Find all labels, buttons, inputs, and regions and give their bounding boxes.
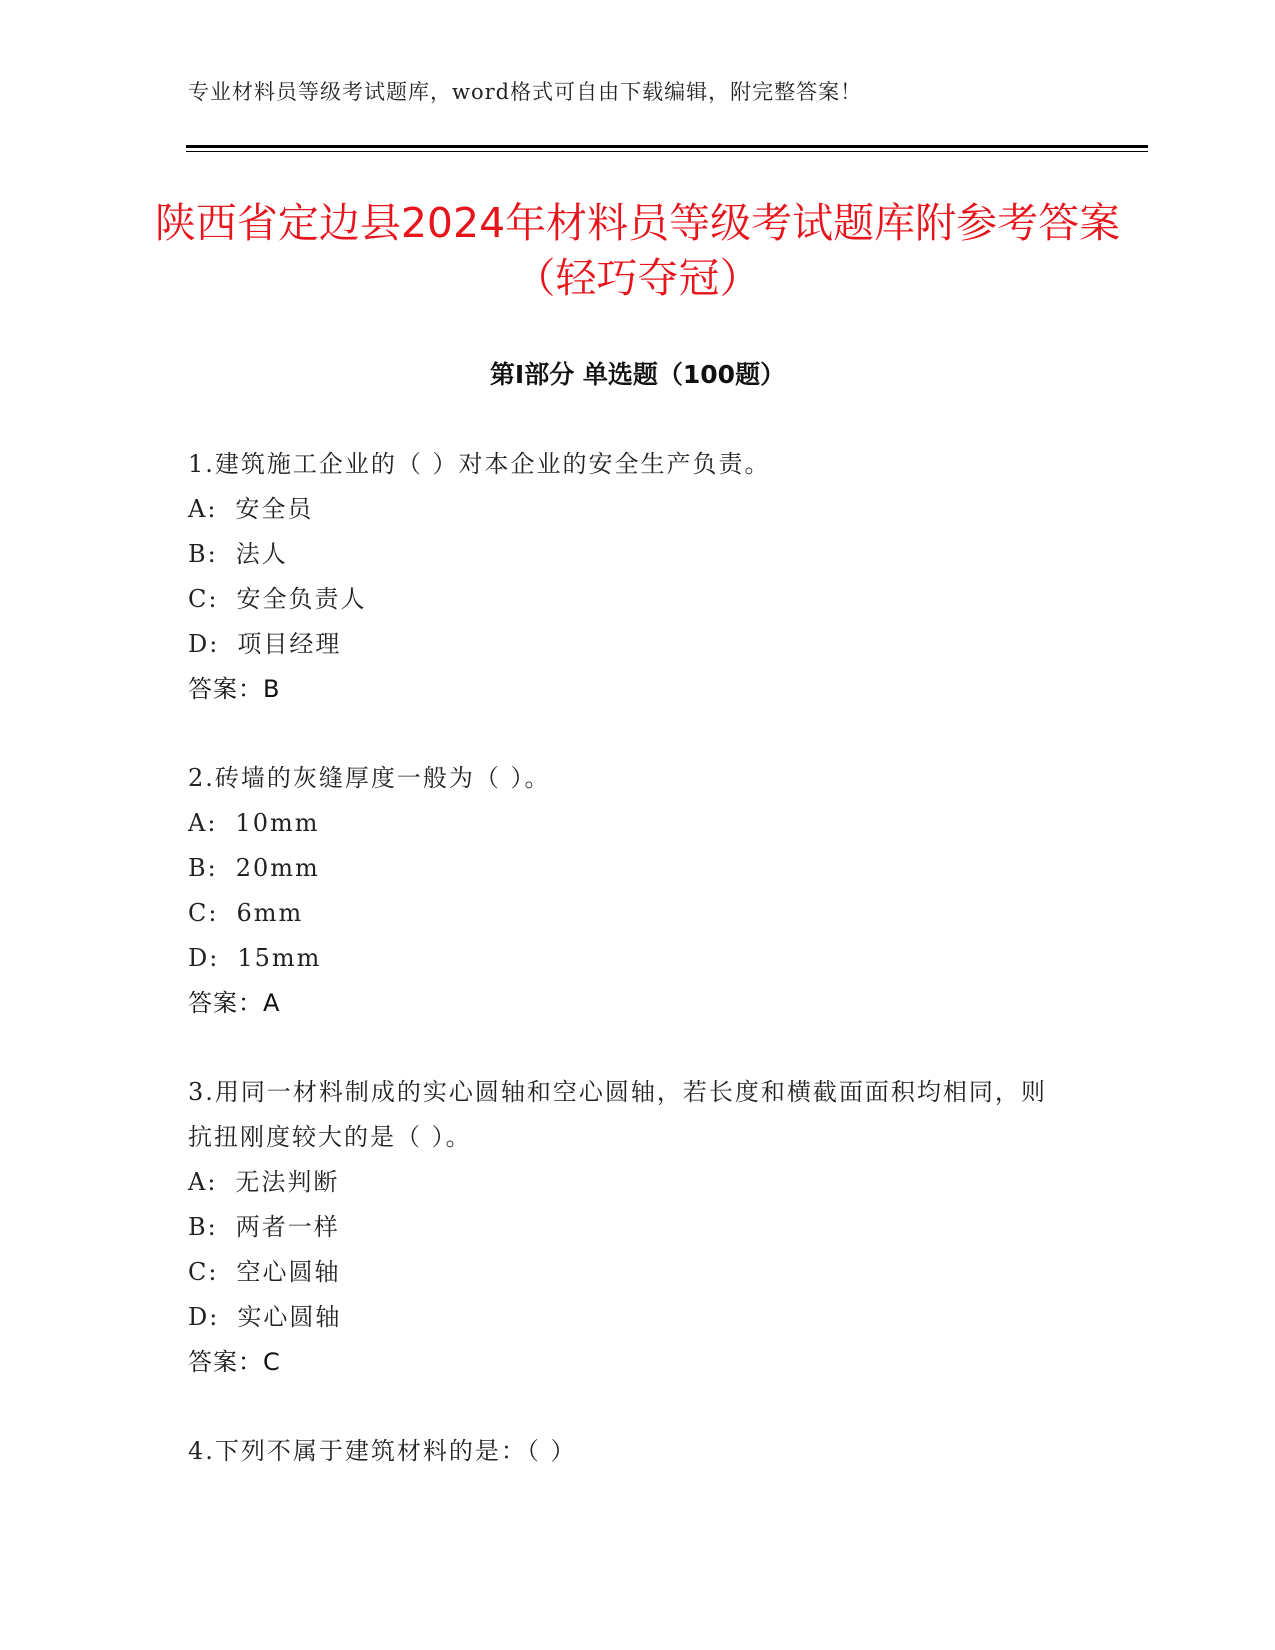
option-text: 10mm — [235, 809, 320, 837]
option-text: 安全负责人 — [236, 585, 367, 613]
section-title: 第Ⅰ部分 单选题（100题） — [489, 360, 786, 389]
document-title: 陕西省定边县2024年材料员等级考试题库附参考答案（轻巧夺冠） — [154, 199, 1121, 302]
question-text: 1.建筑施工企业的（ ）对本企业的安全生产负责。 — [188, 450, 771, 478]
option-key: C: — [188, 899, 219, 927]
header-rule-thick — [186, 145, 1148, 148]
option-key: D: — [188, 630, 220, 658]
option-text: 项目经理 — [237, 630, 342, 658]
option-key: C: — [188, 585, 219, 613]
option-text: 两者一样 — [235, 1213, 340, 1241]
option-text: 法人 — [235, 540, 288, 568]
option-d — [188, 622, 1068, 667]
option-b — [188, 1205, 1068, 1250]
option-c — [188, 891, 1068, 936]
option-text: 20mm — [235, 854, 320, 882]
option-key: A: — [188, 1168, 218, 1196]
question-text: 3.用同一材料制成的实心圆轴和空心圆轴，若长度和横截面面积均相同，则抗扭刚度较大的是（ ）。 — [188, 1078, 1047, 1151]
option-key: B: — [188, 540, 218, 568]
option-text: 6mm — [236, 899, 304, 927]
option-key: A: — [188, 495, 218, 523]
question-text: 4.下列不属于建筑材料的是：（ ） — [188, 1437, 577, 1465]
question-text: 2.砖墙的灰缝厚度一般为（ ）。 — [188, 764, 551, 792]
option-key: B: — [188, 854, 218, 882]
option-text: 安全员 — [235, 495, 314, 523]
option-a — [188, 487, 1068, 532]
option-b — [188, 846, 1068, 891]
answer-line: 答案：C — [188, 1348, 281, 1376]
option-c — [188, 577, 1068, 622]
answer-line: 答案：A — [188, 989, 281, 1017]
question-1 — [188, 442, 1068, 712]
option-key: C: — [188, 1258, 219, 1286]
option-key: A: — [188, 809, 218, 837]
option-text: 空心圆轴 — [236, 1258, 341, 1286]
option-key: B: — [188, 1213, 218, 1241]
option-a — [188, 801, 1068, 846]
option-c — [188, 1250, 1068, 1295]
option-text: 15mm — [237, 944, 322, 972]
option-a — [188, 1160, 1068, 1205]
option-key: D: — [188, 1303, 220, 1331]
header-rule-thin — [186, 151, 1148, 152]
question-2 — [188, 756, 1068, 1026]
header-note: 专业材料员等级考试题库，word格式可自由下载编辑，附完整答案！ — [188, 80, 863, 104]
option-b — [188, 532, 1068, 577]
option-key: D: — [188, 944, 220, 972]
answer-line: 答案：B — [188, 675, 281, 703]
option-text: 无法判断 — [235, 1168, 340, 1196]
question-3 — [188, 1070, 1068, 1385]
option-text: 实心圆轴 — [237, 1303, 342, 1331]
question-list — [188, 442, 1068, 1518]
option-d — [188, 1295, 1068, 1340]
option-d — [188, 936, 1068, 981]
question-4 — [188, 1429, 1068, 1474]
